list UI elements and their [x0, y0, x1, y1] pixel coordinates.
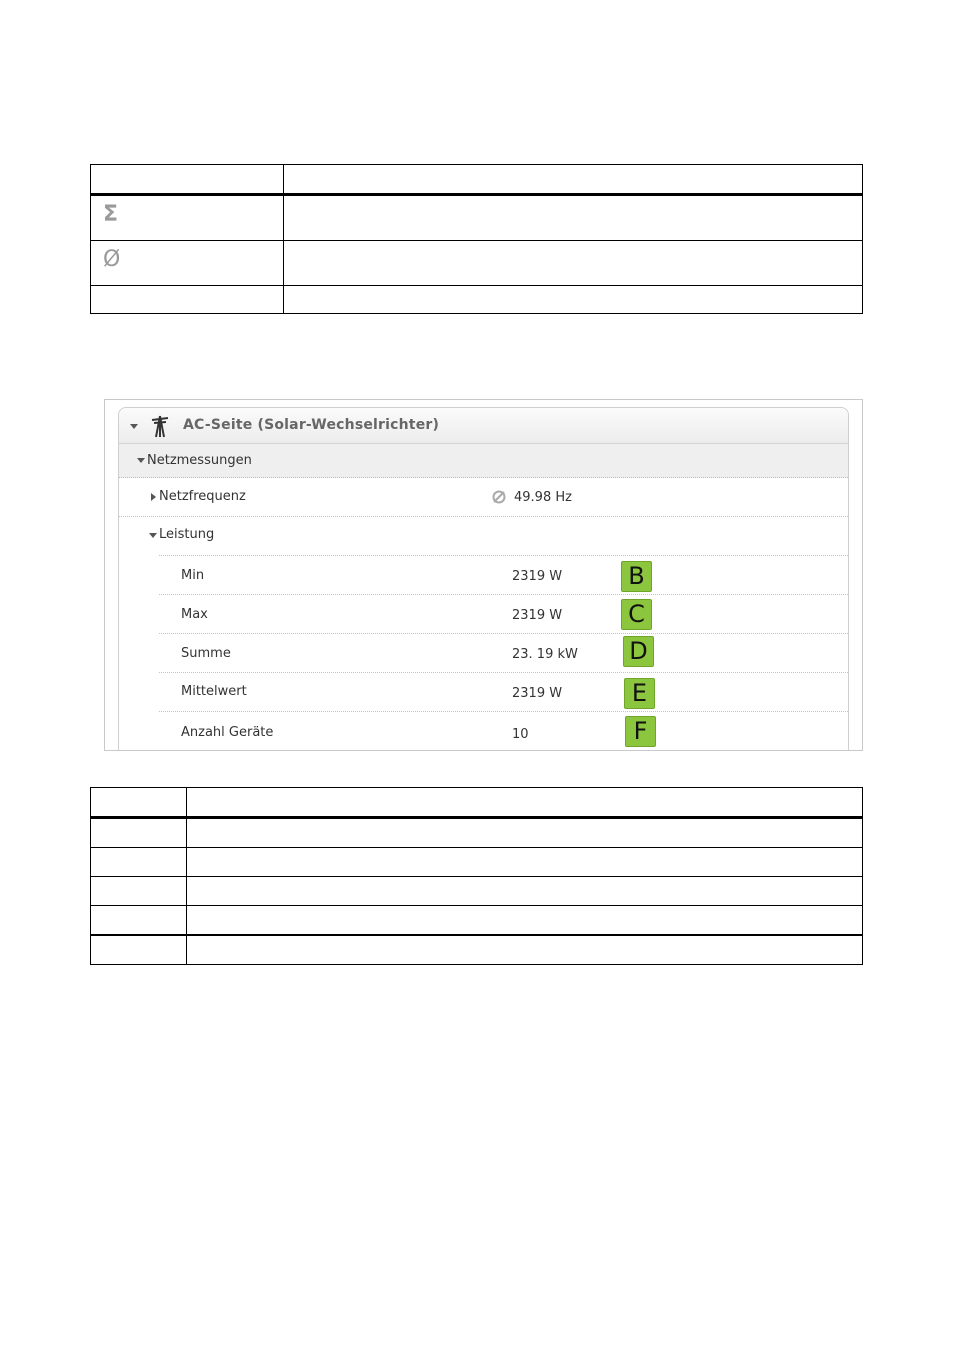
table-row: [119, 634, 848, 672]
row-label: Max: [181, 607, 208, 622]
callout-badge: C: [621, 599, 652, 630]
table-row: [119, 556, 848, 594]
power-pylon-icon: [149, 414, 171, 438]
row-label: Netzfrequenz: [159, 489, 246, 504]
average-icon: Ø: [103, 247, 121, 272]
symbol-table: [90, 164, 863, 314]
row-leistung[interactable]: [119, 517, 848, 555]
panel-title: AC-Seite (Solar-Wechselrichter): [183, 417, 440, 433]
callout-badge: E: [624, 678, 655, 709]
legend-table: [90, 787, 863, 965]
callout-badge: D: [623, 636, 654, 667]
average-icon: [492, 490, 506, 504]
row-value: 49.98 Hz: [514, 490, 572, 505]
table-row: [91, 906, 863, 936]
table-row: [119, 595, 848, 633]
row-label: Anzahl Geräte: [181, 725, 274, 740]
row-value: 2319 W: [512, 608, 563, 623]
table-row: [119, 673, 848, 711]
row-label: Mittelwert: [181, 684, 247, 699]
row-label: Summe: [181, 646, 231, 661]
table-row: [91, 241, 863, 286]
group-label: Netzmessungen: [147, 453, 252, 468]
row-value: 2319 W: [512, 569, 563, 584]
expand-caret-icon[interactable]: [137, 458, 145, 463]
table-header-row: [91, 165, 863, 195]
row-netzfrequenz[interactable]: [119, 478, 848, 516]
row-value: 2319 W: [512, 686, 563, 701]
ac-side-panel: [118, 407, 849, 751]
table-row: [91, 195, 863, 241]
screenshot-frame: [104, 399, 863, 751]
group-netzmessungen[interactable]: [119, 444, 848, 478]
callout-badge: B: [621, 561, 652, 592]
table-row: [91, 848, 863, 877]
table-row: [91, 286, 863, 314]
row-value: 23. 19 kW: [512, 647, 578, 662]
row-value: 10: [512, 727, 529, 742]
panel-header[interactable]: [119, 408, 848, 444]
callout-badge: F: [625, 716, 656, 747]
collapse-caret-icon[interactable]: [130, 424, 138, 429]
row-label: Min: [181, 568, 205, 583]
expand-caret-icon[interactable]: [151, 493, 156, 501]
row-label: Leistung: [159, 527, 215, 542]
sigma-icon: Σ: [103, 202, 119, 227]
table-header-row: [91, 788, 863, 818]
expand-caret-icon[interactable]: [149, 533, 157, 538]
table-row: [91, 935, 863, 965]
table-row: [91, 877, 863, 906]
table-row: [91, 818, 863, 848]
table-row: [119, 712, 848, 751]
